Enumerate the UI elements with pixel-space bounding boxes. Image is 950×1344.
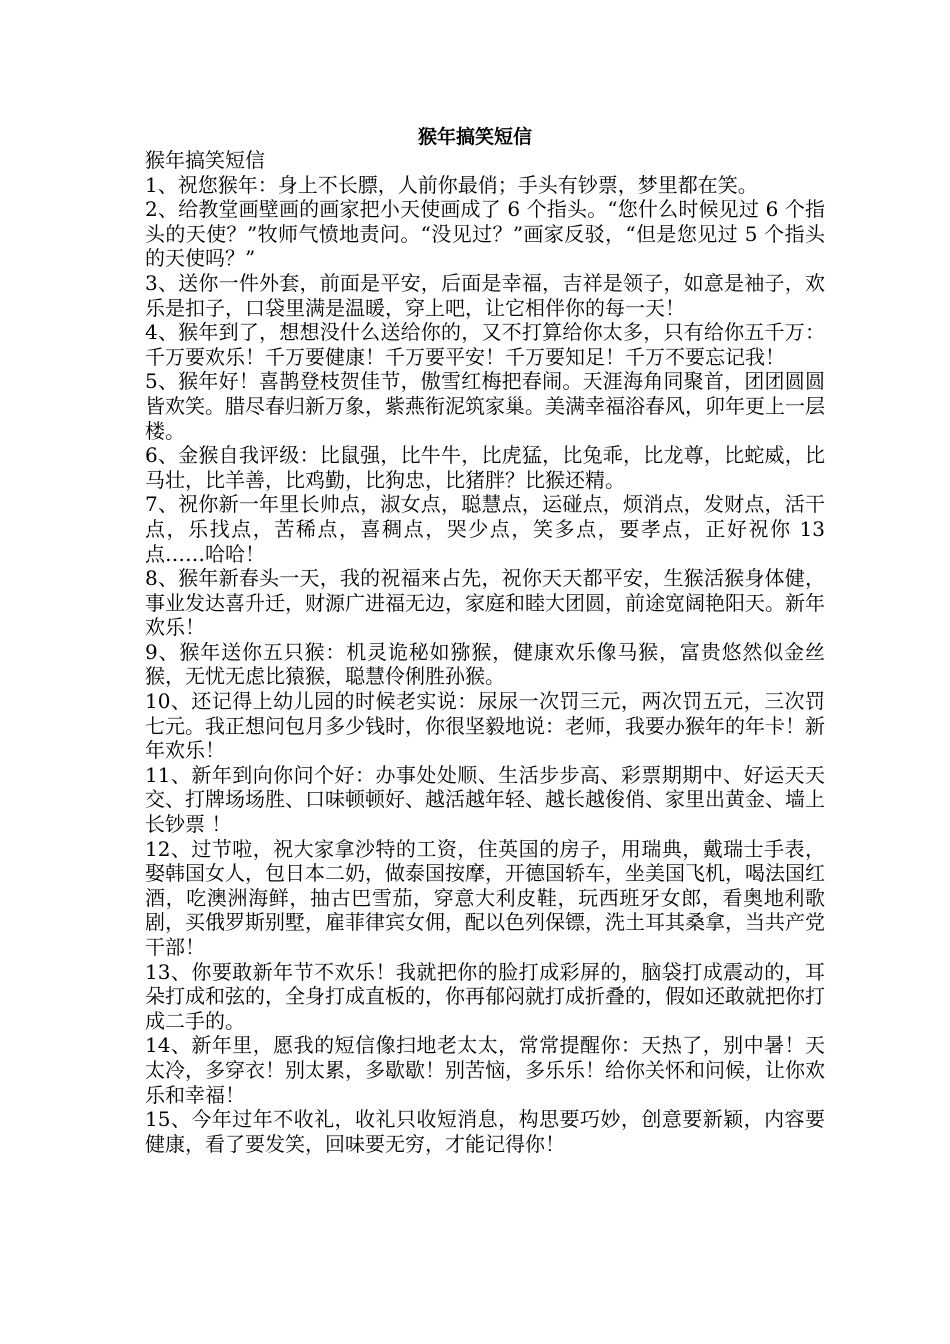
sms-item-15: 15、今年过年不收礼，收礼只收短消息，构思要巧妙，创意要新颖，内容要健康，看了要发笑，回味要无穷，才能记得你！ (145, 1107, 825, 1156)
sms-item-9: 9、猴年送你五只猴：机灵诡秘如猕猴，健康欢乐像马猴，富贵悠然似金丝猴，无忧无虑比猿猴，聪慧伶俐胜孙猴。 (145, 639, 825, 689)
sms-item-3: 3、送你一件外套，前面是平安，后面是幸福，吉祥是领子，如意是袖子，欢乐是扣子，口袋里满是温暖，穿上吧，让它相伴你的每一天！ (145, 270, 825, 320)
document-subtitle: 猴年搞笑短信 (145, 148, 265, 172)
sms-item-11: 11、新年到向你问个好：办事处处顺、生活步步高、彩票期期中、好运天天交、打牌场场胜、口味顿顿好、越活越年轻、越长越俊俏、家里出黄金、墙上长钞票 ！ (145, 762, 825, 837)
sms-item-12: 12、过节啦，祝大家拿沙特的工资，住英国的房子，用瑞典，戴瑞士手表，娶韩国女人，包日本二奶，做泰国按摩，开德国轿车，坐美国飞机，喝法国红酒，吃澳洲海鲜，抽古巴雪茄，穿意大利皮鞋，玩西班牙女郎，看奥地利歌剧，买俄罗斯别墅，雇菲律宾女佣，配以色列保镖，洗土耳其桑拿，当共产党干部！ (145, 836, 825, 959)
sms-item-2: 2、给教堂画壁画的画家把小天使画成了 6 个指头。“您什么时候见过 6 个指头的天使？”牧师气愤地责问。“没见过？”画家反驳，“但是您见过 5 个指头的天使吗？” (145, 197, 825, 271)
sms-item-5: 5、猴年好！喜鹊登枝贺佳节，傲雪红梅把春闹。天涯海角同聚首，团团圆圆皆欢笑。腊尽春归新万象，紫燕衔泥筑家巢。美满幸福浴春风，卯年更上一层楼。 (145, 369, 825, 443)
document-title: 猴年搞笑短信 (417, 126, 532, 148)
sms-item-4: 4、猴年到了，想想没什么送给你的，又不打算给你太多，只有给你五千万：千万要欢乐！千万要健康！千万要平安！千万要知足！千万不要忘记我！ (145, 320, 825, 369)
sms-item-10: 10、还记得上幼儿园的时候老实说：尿尿一次罚三元，两次罚五元，三次罚七元。我正想问包月多少钱时，你很坚毅地说：老师，我要办猴年的年卡！新年欢乐！ (145, 689, 825, 763)
sms-item-1: 1、祝您猴年：身上不长膘，人前你最俏；手头有钞票，梦里都在笑。 (145, 172, 758, 197)
sms-item-6: 6、金猴自我评级：比鼠强，比牛牛，比虎猛，比兔乖，比龙尊，比蛇威，比马壮，比羊善，比鸡勤，比狗忠，比猪胖？比猴还精。 (145, 443, 825, 492)
sms-item-14: 14、新年里，愿我的短信像扫地老太太，常常提醒你：天热了，别中暑！天太冷，多穿衣！别太累，多歇歇！别苦恼，多乐乐！给你关怀和问候，让你欢乐和幸福！ (145, 1033, 825, 1107)
sms-item-8: 8、猴年新春头一天，我的祝福来占先，祝你天天都平安，生猴活猴身体健，事业发达喜升迁，财源广进福无边，家庭和睦大团圆，前途宽阔艳阳天。新年欢乐！ (145, 566, 825, 640)
sms-item-13: 13、你要敢新年节不欢乐！我就把你的脸打成彩屏的，脑袋打成震动的，耳朵打成和弦的，全身打成直板的，你再郁闷就打成折叠的，假如还敢就把你打成二手的。 (145, 959, 825, 1033)
sms-item-7: 7、祝你新一年里长帅点，淑女点，聪慧点，运碰点，烦消点，发财点，活干点，乐找点，苦稀点，喜稠点，哭少点，笑多点，要孝点，正好祝你 13 点……哈哈！ (145, 492, 825, 566)
document-body (145, 148, 825, 1156)
